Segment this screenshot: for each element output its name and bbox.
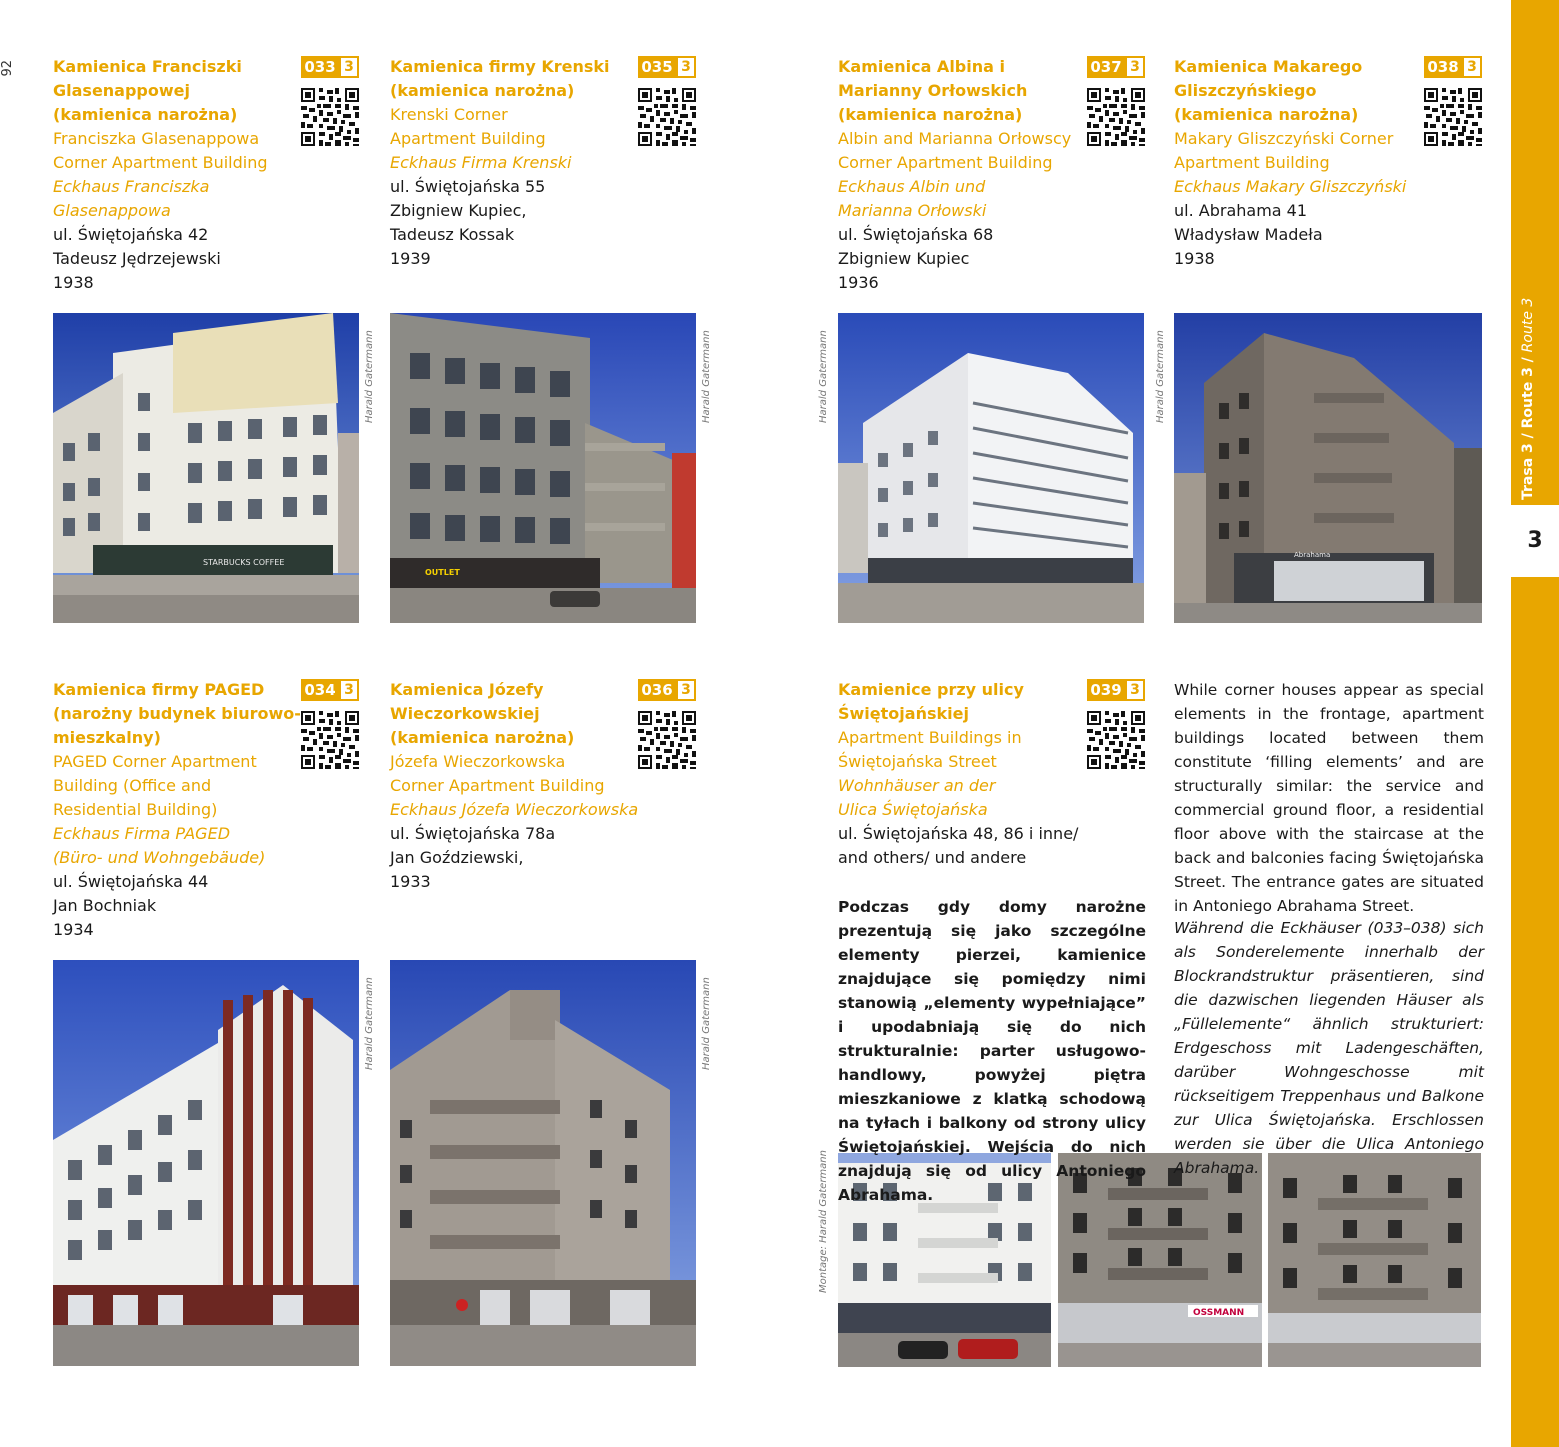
route-number: 3: [1527, 528, 1543, 553]
entry-code: 035: [638, 56, 676, 78]
photo-credit: Harald Gatermann: [1155, 330, 1166, 423]
entry-badge-033: [301, 56, 359, 78]
entry-badge-036: [638, 679, 696, 701]
entry-037: [838, 55, 1088, 295]
entry-details: ul. Świętojańska 68 Zbigniew Kupiec 1936: [838, 225, 994, 292]
qr-code-icon[interactable]: [301, 88, 359, 146]
entry-title-en: Józefa Wieczorkowska Corner Apartment Building: [390, 752, 605, 795]
entry-route: 3: [1462, 56, 1482, 78]
photo-credit: Harald Gatermann: [364, 330, 375, 423]
entry-039: [838, 678, 1098, 870]
qr-code-icon[interactable]: [1424, 88, 1482, 146]
building-photo-037: [838, 313, 1144, 623]
entry-title-de: Eckhaus Józefa Wieczorkowska: [390, 800, 639, 819]
shop-sign: OSSMANN: [1193, 1308, 1245, 1318]
entry-title-en: Krenski Corner Apartment Building: [390, 105, 546, 148]
entry-title-en: PAGED Corner Apartment Building (Office and Residential Building): [53, 752, 257, 819]
route-label: Trasa 3 / Route 3 / Route 3: [1520, 297, 1536, 500]
entry-route: 3: [676, 56, 696, 78]
entry-title-de: Eckhaus Firma PAGED (Büro- und Wohngebäude): [53, 824, 266, 867]
shop-sign: Abrahama: [1294, 551, 1331, 559]
entry-route: 3: [1125, 679, 1145, 701]
entry-code: 039: [1087, 679, 1125, 701]
entry-route: 3: [676, 679, 696, 701]
entry-title-de: Wohnhäuser an der Ulica Świętojańska: [838, 776, 996, 819]
entry-details: ul. Świętojańska 44 Jan Bochniak 1934: [53, 872, 209, 939]
description-de: Während die Eckhäuser (033–038) sich als Sonderelemente innerhalb der Blockrandstruktur präsentieren, sind die dazwischen liegenden Häuser als „Füllelemente“ ähnlich strukturiert: Erdgeschoss mit Ladengeschäften, darüber Wohngeschosse mit rückseitigem Treppenhaus und Balkone zur Ulica Świętojańska. Erschlossen werden sie über die Ulica Antoniego Abrahama.: [1174, 919, 1484, 1177]
qr-code-icon[interactable]: [1087, 711, 1145, 769]
entry-code: 033: [301, 56, 339, 78]
entry-code: 036: [638, 679, 676, 701]
entry-title-pl: Kamienica firmy PAGED (narożny budynek biurowo- mieszkalny): [53, 680, 301, 747]
entry-details: ul. Świętojańska 55 Zbigniew Kupiec, Tadeusz Kossak 1939: [390, 177, 546, 268]
qr-code-icon[interactable]: [638, 88, 696, 146]
photo-credit: Harald Gatermann: [364, 977, 375, 1070]
entry-title-pl: Kamienice przy ulicy Świętojańskiej: [838, 680, 1024, 723]
building-photo-036: [390, 960, 696, 1366]
entry-title-pl: Kamienica Józefy Wieczorkowskiej (kamienica narożna): [390, 680, 575, 747]
qr-code-icon[interactable]: [638, 711, 696, 769]
route-tab-bottom: [1511, 577, 1559, 1447]
entry-badge-037: [1087, 56, 1145, 78]
entry-title-en: Makary Gliszczyński Corner Apartment Building: [1174, 129, 1394, 172]
entry-code: 037: [1087, 56, 1125, 78]
shop-sign: OUTLET: [425, 568, 460, 577]
building-photo-034: [53, 960, 359, 1366]
entry-badge-038: [1424, 56, 1482, 78]
entry-title-pl: Kamienica Albina i Marianny Orłowskich (kamienica narożna): [838, 57, 1028, 124]
page-number-left: 92: [0, 60, 15, 77]
entry-badge-034: [301, 679, 359, 701]
building-photo-038: [1174, 313, 1482, 623]
entry-title-en: Franciszka Glasenappowa Corner Apartment Building: [53, 129, 268, 172]
entry-title-pl: Kamienica Franciszki Glasenappowej (kamienica narożna): [53, 57, 242, 124]
entry-035: [390, 55, 640, 271]
qr-code-icon[interactable]: [1087, 88, 1145, 146]
street-photo-3: [1268, 1153, 1481, 1367]
entry-034: [53, 678, 303, 942]
entry-title-en: Albin and Marianna Orłowscy Corner Apartment Building: [838, 129, 1072, 172]
photo-credit: Harald Gatermann: [701, 330, 712, 423]
entry-036: [390, 678, 640, 894]
photo-credit: Harald Gatermann: [701, 977, 712, 1070]
description-en: While corner houses appear as special elements in the frontage, apartment buildings located between them constitute ‘filling elements’ and are structurally similar: the service and commercial ground floor, a residential floor above with the staircase at the back and balconies facing Świętojańska Street. The entrance gates are situated in Antoniego Abrahama Street.: [1174, 681, 1484, 915]
entry-code: 034: [301, 679, 339, 701]
entry-badge-039: [1087, 679, 1145, 701]
entry-badge-035: [638, 56, 696, 78]
entry-route: 3: [339, 679, 359, 701]
entry-details: ul. Świętojańska 78a Jan Goździewski, 1933: [390, 824, 556, 891]
building-photo-033: [53, 313, 359, 623]
entry-code: 038: [1424, 56, 1462, 78]
entry-038: [1174, 55, 1424, 271]
entry-details: ul. Świętojańska 42 Tadeusz Jędrzejewski 1938: [53, 225, 221, 292]
entry-details: ul. Abrahama 41 Władysław Madeła 1938: [1174, 201, 1323, 268]
entry-route: 3: [1125, 56, 1145, 78]
entry-title-de: Eckhaus Albin und Marianna Orłowski: [838, 177, 987, 220]
entry-title-pl: Kamienica Makarego Gliszczyńskiego (kamienica narożna): [1174, 57, 1363, 124]
entry-033: [53, 55, 303, 295]
montage-credit: Montage: Harald Gatermann: [818, 1150, 829, 1293]
photo-credit: Harald Gatermann: [818, 330, 829, 423]
entry-title-pl: Kamienica firmy Krenski (kamienica narożna): [390, 57, 610, 100]
entry-title-en: Apartment Buildings in Świętojańska Street: [838, 728, 1022, 771]
shop-sign: STARBUCKS COFFEE: [203, 558, 285, 567]
entry-route: 3: [339, 56, 359, 78]
description-pl: Podczas gdy domy narożne prezentują się jako szczególne elementy pierzei, kamienice znajdujące się pomiędzy nimi stanowią „elementy wypełniające” i upodabniają się do nich strukturalnie: parter usługowo-handlowy, powyżej piętra mieszkaniowe z klatką schodową na tyłach i balkony od strony ulicy Świętojańskiej. Wejścia do nich znajdują się od ulicy Antoniego Abrahama.: [838, 898, 1146, 1204]
entry-title-de: Eckhaus Makary Gliszczyński: [1174, 177, 1407, 196]
building-photo-035: [390, 313, 696, 623]
entry-details: ul. Świętojańska 48, 86 i inne/ and others/ und andere: [838, 824, 1079, 867]
qr-code-icon[interactable]: [301, 711, 359, 769]
entry-title-de: Eckhaus Franciszka Glasenappowa: [53, 177, 210, 220]
entry-title-de: Eckhaus Firma Krenski: [390, 153, 572, 172]
